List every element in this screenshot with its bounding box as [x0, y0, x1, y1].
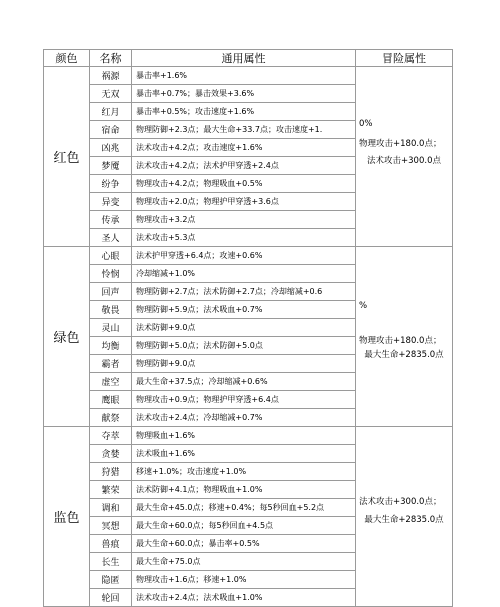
inscription-table [43, 49, 453, 607]
adventure-attribute-line: 物理攻击+180.0点； [359, 139, 442, 149]
adventure-attribute [356, 247, 453, 427]
inscription-name: 心眼 [90, 247, 132, 265]
common-attribute: 物理防御+5.0点；法术防御+5.0点 [132, 337, 356, 355]
inscription-name: 冥想 [90, 517, 132, 535]
common-attribute: 最大生命+37.5点；冷却缩减+0.6% [132, 373, 356, 391]
common-attribute: 法术防御+9.0点 [132, 319, 356, 337]
inscription-name: 梦魇 [90, 157, 132, 175]
table-row [44, 427, 453, 445]
inscription-name: 兽痕 [90, 535, 132, 553]
inscription-name: 长生 [90, 553, 132, 571]
common-attribute: 冷却缩减+1.0% [132, 265, 356, 283]
common-attribute: 暴击率+0.5%；攻击速度+1.6% [132, 103, 356, 121]
color-group-label: 绿色 [44, 247, 90, 427]
inscription-name: 宿命 [90, 121, 132, 139]
inscription-name: 红月 [90, 103, 132, 121]
adventure-attribute-line: 物理攻击+180.0点； [359, 336, 442, 346]
common-attribute: 法术攻击+2.4点；法术吸血+1.0% [132, 589, 356, 607]
common-attribute: 物理攻击+4.2点；物理吸血+0.5% [132, 175, 356, 193]
inscription-name: 怜悯 [90, 265, 132, 283]
adventure-attribute-line: 0% [359, 119, 373, 129]
inscription-name: 纷争 [90, 175, 132, 193]
table-body [44, 67, 453, 607]
common-attribute: 法术吸血+1.6% [132, 445, 356, 463]
inscription-name: 虚空 [90, 373, 132, 391]
inscription-name: 无双 [90, 85, 132, 103]
common-attribute: 最大生命+60.0点；暴击率+0.5% [132, 535, 356, 553]
common-attribute: 法术攻击+4.2点；攻击速度+1.6% [132, 139, 356, 157]
common-attribute: 物理吸血+1.6% [132, 427, 356, 445]
common-attribute: 物理攻击+2.0点；物理护甲穿透+3.6点 [132, 193, 356, 211]
common-attribute: 法术护甲穿透+6.4点；攻速+0.6% [132, 247, 356, 265]
header-color: 颜色 [44, 50, 90, 67]
inscription-name: 贪婪 [90, 445, 132, 463]
inscription-name: 异变 [90, 193, 132, 211]
common-attribute: 法术攻击+5.3点 [132, 229, 356, 247]
common-attribute: 移速+1.0%；攻击速度+1.0% [132, 463, 356, 481]
common-attribute: 法术攻击+2.4点；冷却缩减+0.7% [132, 409, 356, 427]
table-row [44, 67, 453, 85]
common-attribute: 物理攻击+0.9点；物理护甲穿透+6.4点 [132, 391, 356, 409]
header-adventure-attributes: 冒险属性 [356, 50, 453, 67]
common-attribute: 物理防御+5.9点；法术吸血+0.7% [132, 301, 356, 319]
inscription-name: 隐匿 [90, 571, 132, 589]
header-name: 名称 [90, 50, 132, 67]
inscription-name: 夺萃 [90, 427, 132, 445]
common-attribute: 暴击率+0.7%；暴击效果+3.6% [132, 85, 356, 103]
adventure-attribute [356, 67, 453, 247]
adventure-attribute-line: 最大生命+2835.0点 [364, 350, 444, 360]
adventure-attribute-line: % [359, 301, 368, 311]
common-attribute: 物理攻击+1.6点；移速+1.0% [132, 571, 356, 589]
adventure-attribute-line: 最大生命+2835.0点 [364, 515, 444, 525]
header-common-attributes: 通用属性 [132, 50, 356, 67]
inscription-name: 霸者 [90, 355, 132, 373]
adventure-attribute [356, 427, 453, 607]
inscription-name: 灵山 [90, 319, 132, 337]
common-attribute: 最大生命+60.0点；每5秒回血+4.5点 [132, 517, 356, 535]
common-attribute: 法术攻击+4.2点；法术护甲穿透+2.4点 [132, 157, 356, 175]
common-attribute: 最大生命+45.0点；移速+0.4%；每5秒回血+5.2点 [132, 499, 356, 517]
adventure-attribute-line: 法术攻击+300.0点； [359, 497, 442, 507]
header-row [44, 50, 453, 67]
color-group-label: 红色 [44, 67, 90, 247]
inscription-name: 狩猎 [90, 463, 132, 481]
inscription-name: 凶兆 [90, 139, 132, 157]
color-group-label: 监色 [44, 427, 90, 607]
common-attribute: 物理攻击+3.2点 [132, 211, 356, 229]
inscription-name: 调和 [90, 499, 132, 517]
table-row [44, 247, 453, 265]
inscription-name: 祸源 [90, 67, 132, 85]
inscription-name: 回声 [90, 283, 132, 301]
inscription-name: 传承 [90, 211, 132, 229]
adventure-attribute-line: 法术攻击+300.0点 [367, 156, 441, 166]
inscription-name: 鹰眼 [90, 391, 132, 409]
common-attribute: 最大生命+75.0点 [132, 553, 356, 571]
common-attribute: 暴击率+1.6% [132, 67, 356, 85]
inscription-name: 轮回 [90, 589, 132, 607]
common-attribute: 物理防御+2.3点；最大生命+33.7点；攻击速度+1. [132, 121, 356, 139]
common-attribute: 物理防御+9.0点 [132, 355, 356, 373]
inscription-name: 献祭 [90, 409, 132, 427]
inscription-name: 圣人 [90, 229, 132, 247]
inscription-name: 均衡 [90, 337, 132, 355]
inscription-name: 敬畏 [90, 301, 132, 319]
common-attribute: 法术防御+4.1点；物理吸血+1.0% [132, 481, 356, 499]
common-attribute: 物理防御+2.7点；法术防御+2.7点；冷却缩减+0.6 [132, 283, 356, 301]
inscription-name: 繁荣 [90, 481, 132, 499]
